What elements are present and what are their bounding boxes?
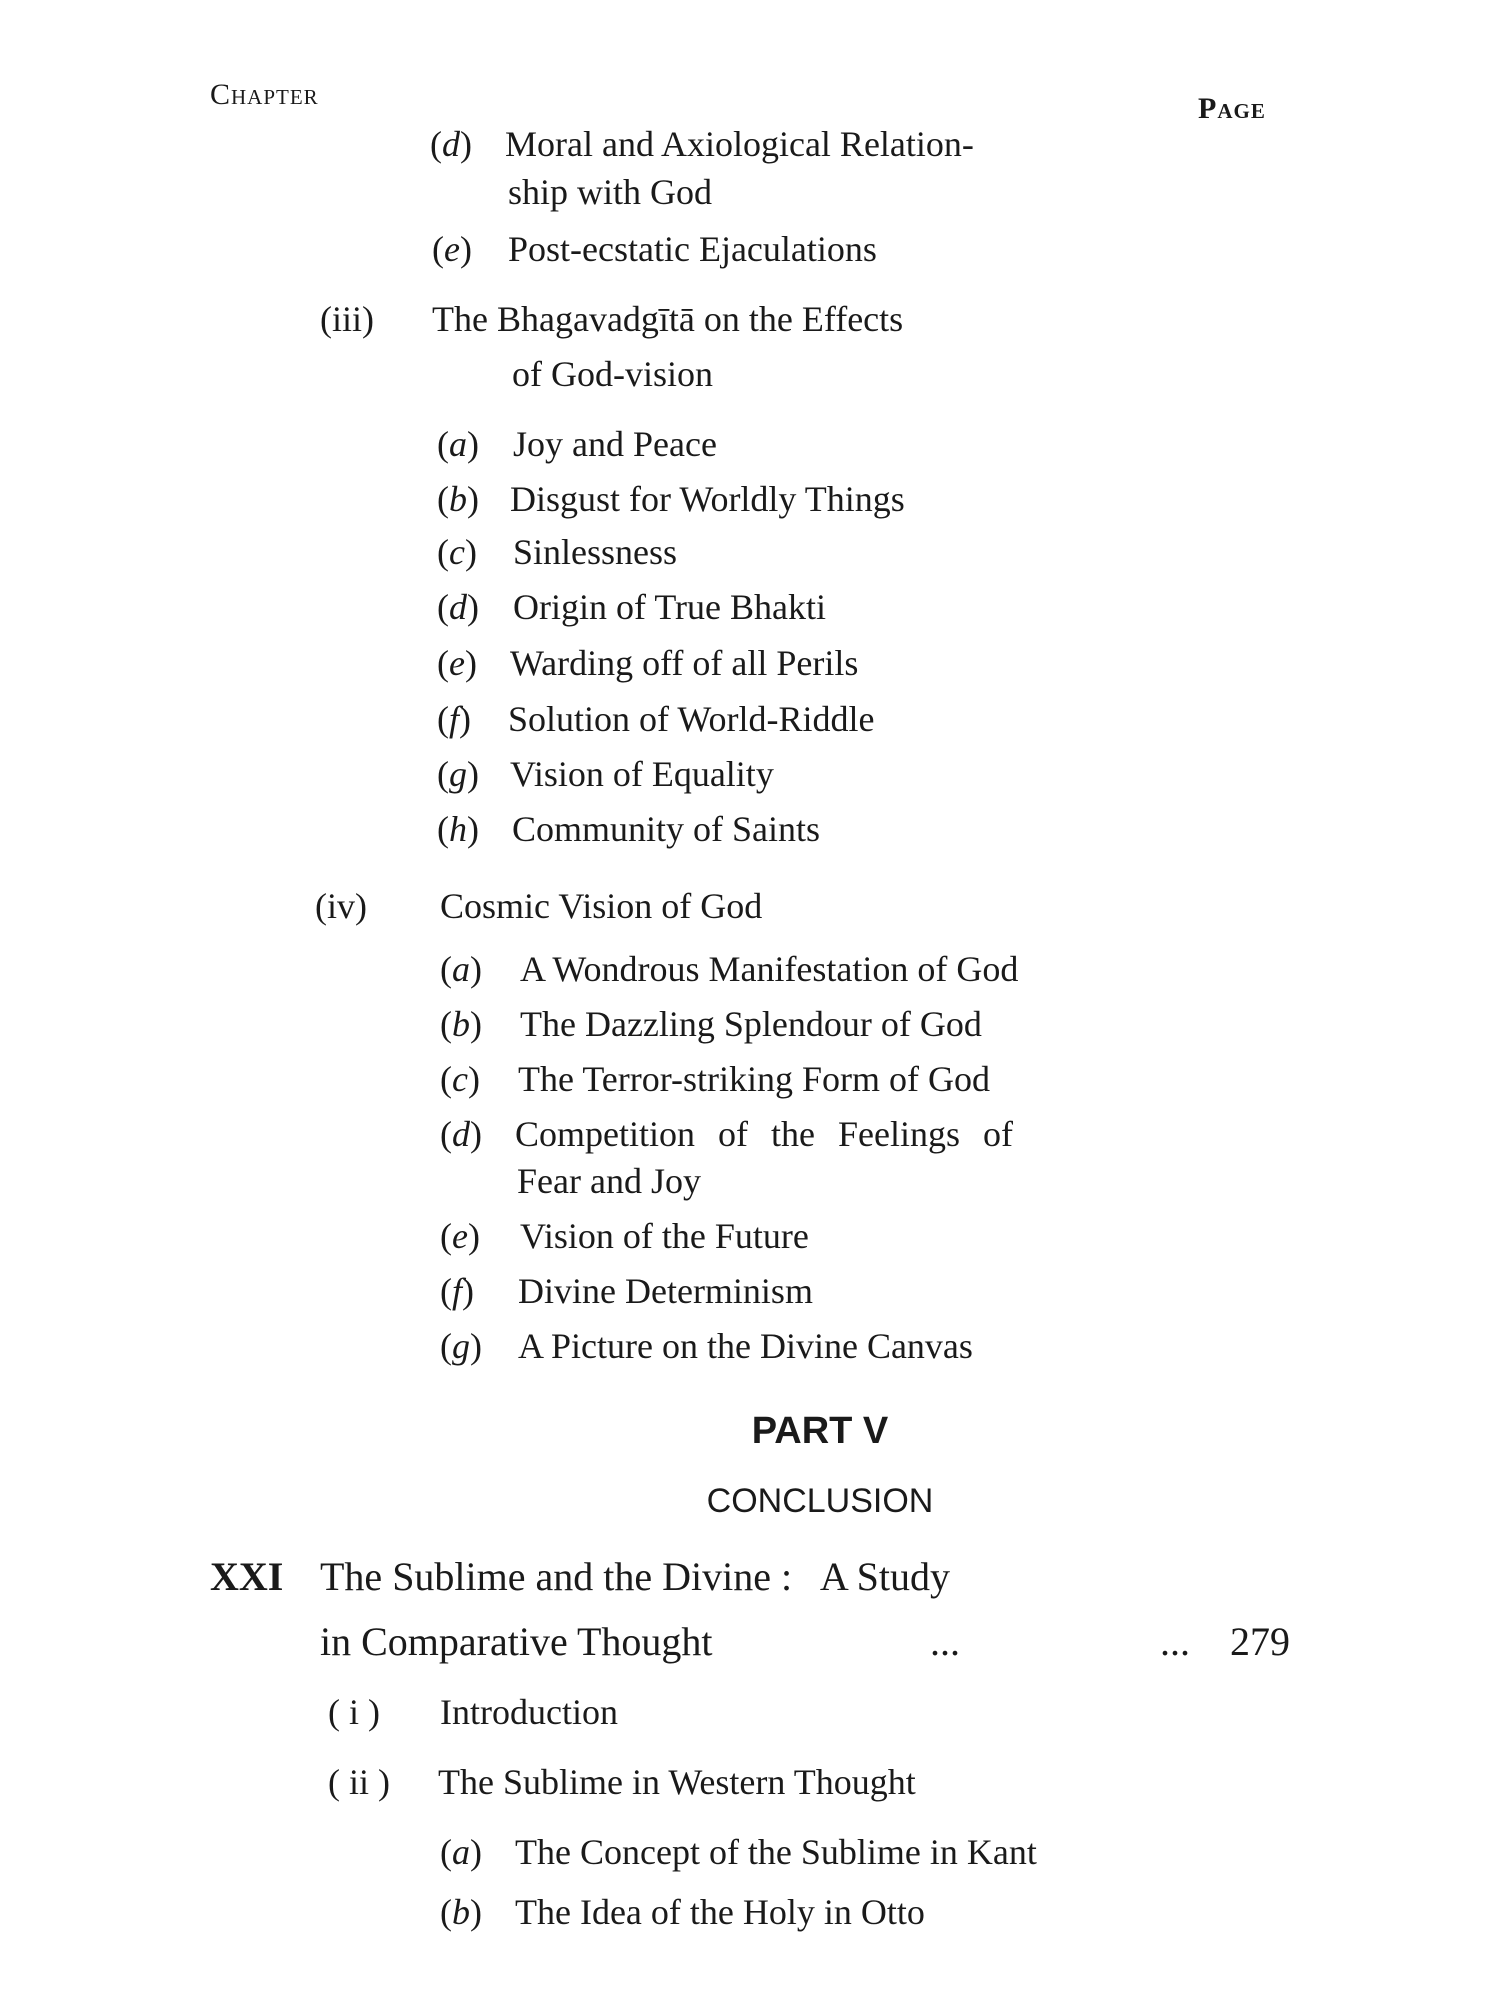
section-label: (iii) [320, 299, 375, 339]
item-label: (b) [437, 479, 479, 519]
item-label: (h) [437, 809, 479, 849]
item-label: (g) [437, 754, 479, 794]
section-label: (iv) [315, 886, 368, 926]
page-column-header: Page [1198, 92, 1266, 125]
item-label: (g) [440, 1326, 482, 1366]
dot-leader: ... [1160, 1619, 1190, 1664]
section-title: The Bhagavadgītā on the Effects [432, 299, 904, 339]
chapter-column-header: Chapter [210, 78, 319, 111]
toc-entry: A Wondrous Manifestation of God [520, 949, 1019, 989]
chapter-title-continuation: in Comparative Thought [320, 1619, 713, 1664]
chapter-title: The Sublime and the Divine : A Study [320, 1554, 950, 1599]
toc-entry: Post-ecstatic Ejaculations [508, 229, 877, 269]
toc-entry: The Idea of the Holy in Otto [515, 1892, 925, 1932]
item-label: (f) [437, 699, 472, 739]
toc-entry-continuation: Fear and Joy [517, 1161, 701, 1201]
section-label: ( ii ) [328, 1762, 391, 1802]
toc-entry: The Terror-striking Form of God [518, 1059, 991, 1099]
item-label: (b) [440, 1892, 482, 1932]
toc-entry: Solution of World-Riddle [508, 699, 875, 739]
toc-entry: Sinlessness [513, 532, 678, 572]
section-label: ( i ) [328, 1692, 381, 1732]
toc-entry: The Concept of the Sublime in Kant [515, 1832, 1037, 1872]
item-label: (a) [440, 1832, 482, 1872]
item-label: (d) [437, 587, 479, 627]
section-title: Cosmic Vision of God [440, 886, 763, 926]
chapter-number: XXI [210, 1554, 284, 1599]
toc-entry: A Picture on the Divine Canvas [518, 1326, 973, 1366]
toc-entry: Community of Saints [512, 809, 821, 849]
dot-leader: ... [930, 1619, 960, 1664]
item-label: (c) [440, 1059, 480, 1099]
toc-entry-continuation: ship with God [508, 172, 713, 212]
section-title-continuation: of God-vision [512, 354, 713, 394]
item-label: (e) [440, 1216, 480, 1256]
part-subtitle: CONCLUSION [706, 1482, 934, 1520]
toc-entry: Divine Determinism [518, 1271, 813, 1311]
item-label: (a) [437, 424, 479, 464]
item-label: (c) [437, 532, 477, 572]
toc-entry: Vision of the Future [520, 1216, 809, 1256]
toc-entry: Joy and Peace [513, 424, 717, 464]
toc-entry: Warding off of all Perils [510, 643, 859, 683]
item-label: (d) [430, 124, 472, 164]
page-number: 279 [1230, 1619, 1290, 1664]
item-label: (f) [440, 1271, 475, 1311]
toc-entry: Disgust for Worldly Things [510, 479, 905, 519]
item-label: (b) [440, 1004, 482, 1044]
toc-entry: Origin of True Bhakti [513, 587, 827, 627]
toc-entry: The Dazzling Splendour of God [520, 1004, 982, 1044]
part-title: PART V [751, 1410, 889, 1452]
item-label: (d) [440, 1114, 482, 1154]
item-label: (a) [440, 949, 482, 989]
toc-entry: Moral and Axiological Relation- [505, 124, 974, 164]
toc-entry: Vision of Equality [510, 754, 774, 794]
toc-entry: Competition of the Feelings of [515, 1114, 1013, 1154]
section-title: The Sublime in Western Thought [438, 1762, 916, 1802]
item-label: (e) [432, 229, 472, 269]
section-title: Introduction [440, 1692, 618, 1732]
item-label: (e) [437, 643, 477, 683]
